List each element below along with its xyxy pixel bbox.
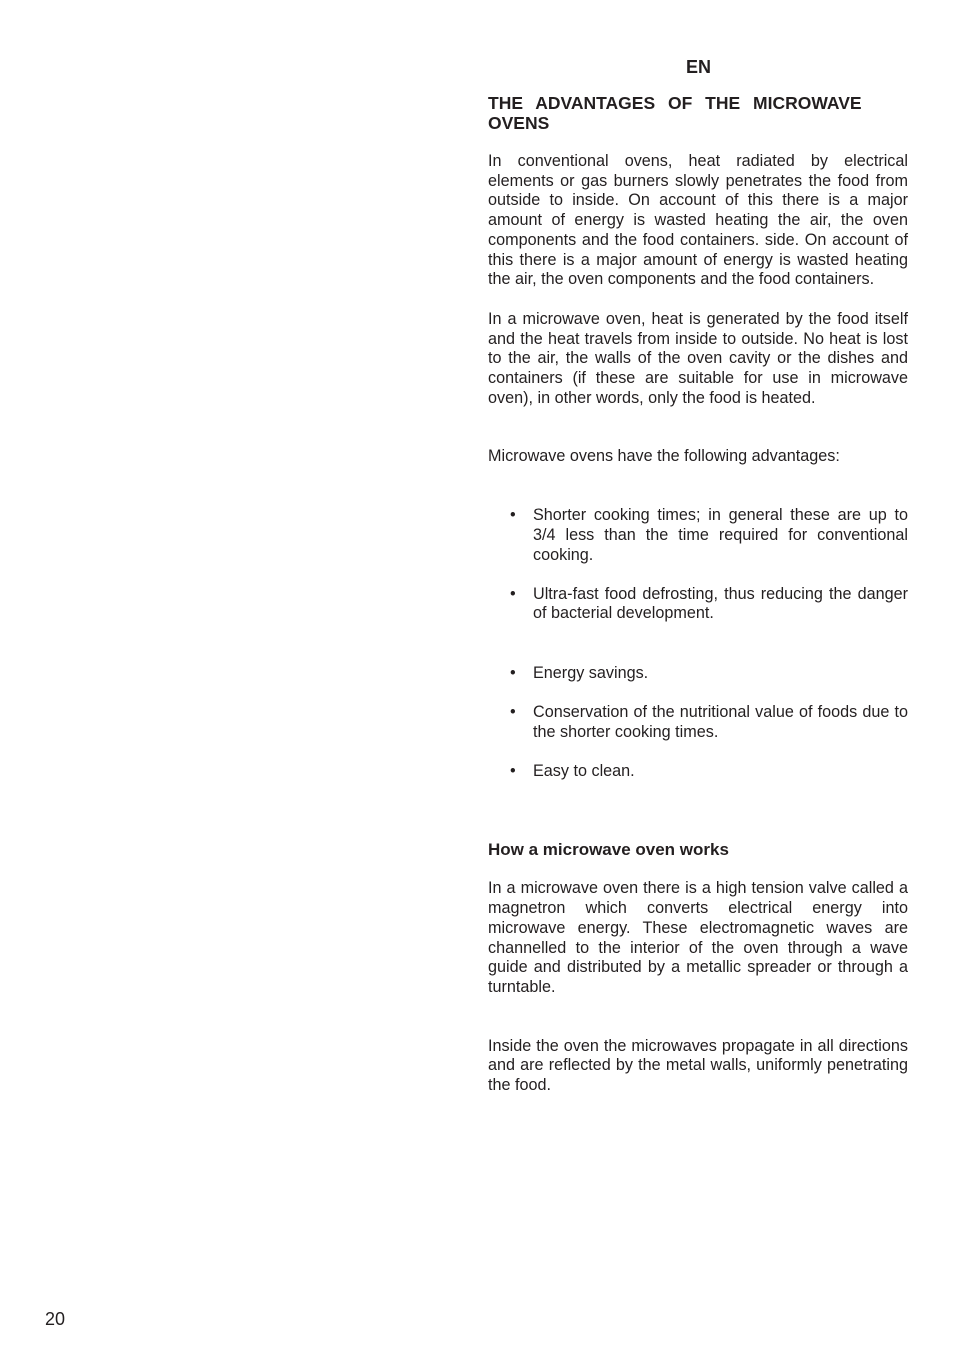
list-item-text: Conservation of the nutritional value of foods due to the shorter cooking times.: [533, 702, 908, 741]
bullet-icon: •: [510, 506, 516, 525]
list-item-text: Energy savings.: [533, 663, 649, 682]
main-column: [488, 93, 908, 1096]
page-number: 20: [45, 1309, 66, 1329]
list-item-text: Shorter cooking times; in general these are up to 3/4 less than the time required for conventional cooking.: [533, 506, 908, 564]
language-label: EN: [686, 57, 712, 77]
list-item: [488, 585, 908, 624]
section-title-line-1: THE ADVANTAGES OF THE MICROWAVE: [488, 93, 862, 113]
advantages-intro: Microwave ovens have the following advantages:: [488, 447, 840, 466]
bullet-icon: •: [510, 663, 516, 682]
list-item-text: Ultra-fast food defrosting, thus reducing the danger of bacterial development.: [533, 584, 908, 623]
list-item: [488, 664, 908, 684]
bullet-icon: •: [510, 702, 516, 721]
section-title-how-it-works: How a microwave oven works: [488, 840, 729, 860]
list-item-text: Easy to clean.: [533, 761, 635, 780]
section-title-advantages: [488, 93, 908, 133]
paragraph-conventional-ovens: In conventional ovens, heat radiated by electrical elements or gas burners slowly penetrates the food from outside to inside. On account of this there is a major amount of energy is wasted heating the air, the oven components and the food containers. side. On account of this there is a major amount of energy is wasted heating the air, the oven components and the food containers.: [488, 152, 908, 289]
paragraph-magnetron: In a microwave oven there is a high tension valve called a magnetron which converts electrical energy into microwave energy. These electromagnetic waves are channelled to the interior of the oven through a wave guide and distributed by a metallic spreader or through a turntable.: [488, 879, 908, 996]
bullet-icon: •: [510, 584, 516, 603]
advantages-list: [488, 506, 908, 781]
paragraph-microwave-heating: In a microwave oven, heat is generated by the food itself and the heat travels from inside to outside. No heat is lost to the air, the walls of the oven cavity or the dishes and containers (if these are suitable for use in microwave oven), in other words, only the food is heated.: [488, 309, 908, 407]
bullet-icon: •: [510, 761, 516, 780]
section-title-line-2: OVENS: [488, 113, 550, 133]
list-item: [488, 506, 908, 565]
list-item: [488, 703, 908, 742]
list-item: [488, 762, 908, 782]
paragraph-propagation: Inside the oven the microwaves propagate in all directions and are reflected by the metal walls, uniformly penetrating the food.: [488, 1036, 908, 1095]
